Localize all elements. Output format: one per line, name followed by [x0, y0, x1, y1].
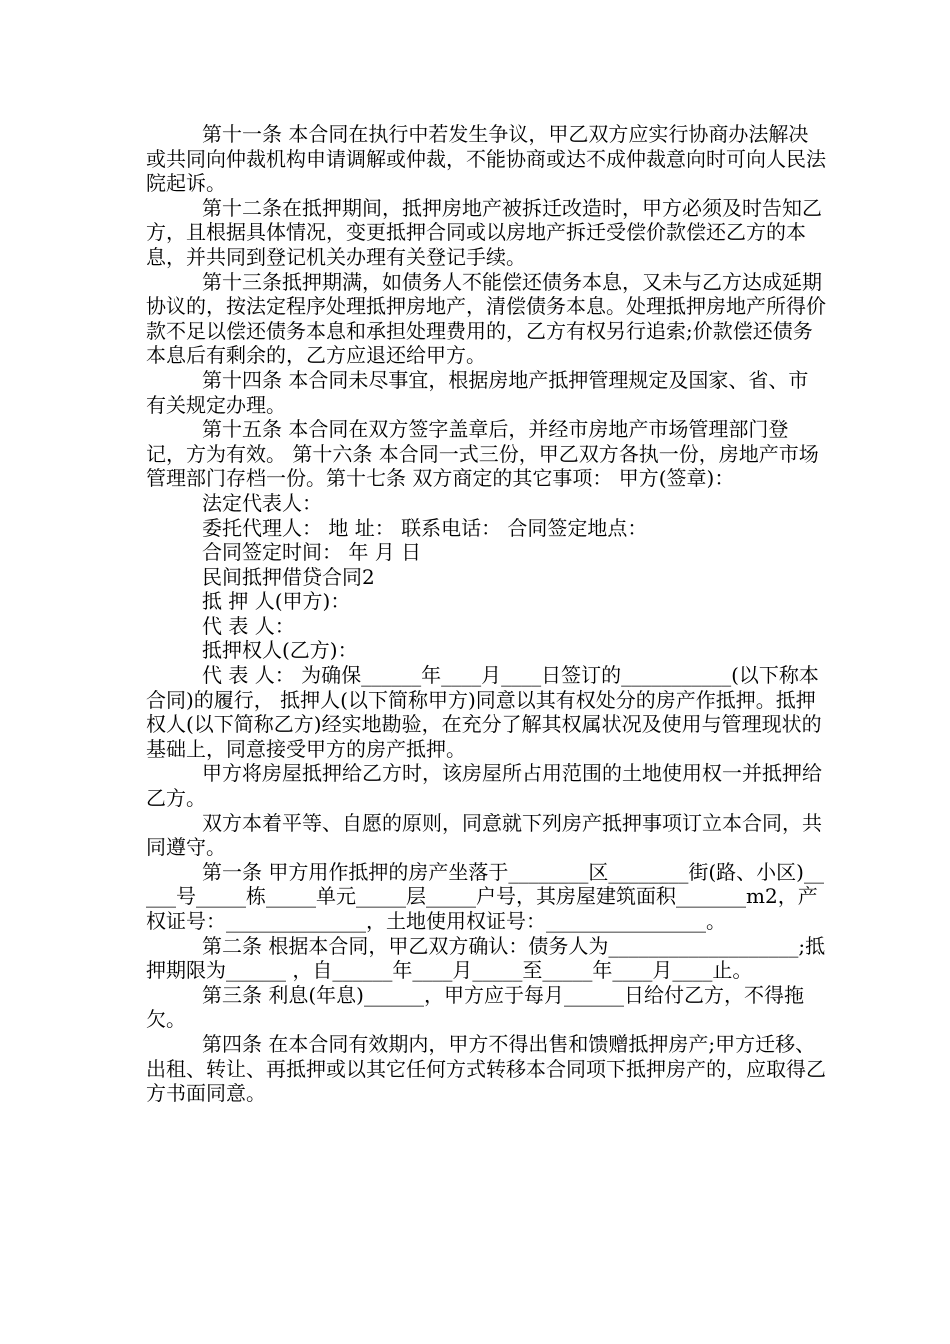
document-body [146, 122, 826, 1106]
contract-2-article-2: 第二条 根据本合同，甲乙双方确认：债务人为___________________;抵押期限为______ ，自______年____月_____至_____年____月____止。 [146, 933, 826, 983]
contract-2-title: 民间抵押借贷合同2 [202, 564, 375, 589]
article-15-17: 第十五条 本合同在双方签字盖章后，并经市房地产市场管理部门登记，方为有效。 第十六条 本合同一式三份，甲乙双方各执一份，房地产市场管理部门存档一份。第十七条 双方商定的其它事项： 甲方(签章)： [146, 417, 819, 491]
legal-representative-line: 法定代表人： [202, 490, 322, 515]
land-use-right-paragraph: 甲方将房屋抵押给乙方时，该房屋所占用范围的土地使用权一并抵押给乙方。 [146, 761, 822, 811]
mortgagor-line: 抵 押 人(甲方)： [202, 589, 351, 614]
contract-2-article-4: 第四条 在本合同有效期内，甲方不得出售和馈赠抵押房产;甲方迁移、出租、转让、再抵押或以其它任何方式转移本合同项下抵押房产的，应取得乙方书面同意。 [146, 1031, 826, 1106]
representative-line-1: 代 表 人： [202, 613, 295, 638]
article-13: 第十三条抵押期满，如债务人不能偿还债务本息，又未与乙方达成延期协议的，按法定程序处理抵押房地产，清偿债务本息。处理抵押房地产所得价款不足以偿还债务本息和承担处理费用的，乙方有权另行追索;价款偿还债务本息后有剩余的，乙方应退还给甲方。 [146, 269, 826, 368]
principle-paragraph: 双方本着平等、自愿的原则，同意就下列房产抵押事项订立本合同，共同遵守。 [146, 810, 822, 860]
article-12: 第十二条在抵押期间，抵押房地产被拆迁改造时，甲方必须及时告知乙方，且根据具体情况，变更抵押合同或以房地产拆迁受偿价款偿还乙方的本息，并共同到登记机关办理有关登记手续。 [146, 195, 822, 269]
signing-time-line: 合同签定时间： 年 月 日 [202, 540, 422, 565]
contract-2-article-3: 第三条 利息(年息)______，甲方应于每月______日给付乙方，不得拖欠。 [146, 982, 804, 1032]
article-11: 第十一条 本合同在执行中若发生争议，甲乙双方应实行协商办法解决或共同向仲裁机构申请调解或仲裁，不能协商或达不成仲裁意向时可向人民法院起诉。 [146, 122, 826, 196]
contract-2-article-1: 第一条 甲方用作抵押的房产坐落于________区________街(路、小区)_____号_____栋_____单元_____层_____户号，其房屋建筑面积_______m2，产权证号：______________，土地使用权证号：________________。 [146, 859, 824, 933]
mortgagee-line: 抵押权人(乙方)： [202, 638, 358, 663]
agent-address-phone-line: 委托代理人： 地 址： 联系电话： 合同签定地点： [202, 515, 648, 540]
article-14: 第十四条 本合同未尽事宜，根据房地产抵押管理规定及国家、省、市有关规定办理。 [146, 367, 809, 417]
representative-intro-paragraph: 代 表 人： 为确保______年____月____日签订的___________(以下称本合同)的履行， 抵押人(以下简称甲方)同意以其有权处分的房产作抵押。抵押权人(以下简称乙方)经实地勘验，在充分了解其权属状况及使用与管理现状的基础上，同意接受甲方的房产抵押。 [146, 663, 822, 761]
